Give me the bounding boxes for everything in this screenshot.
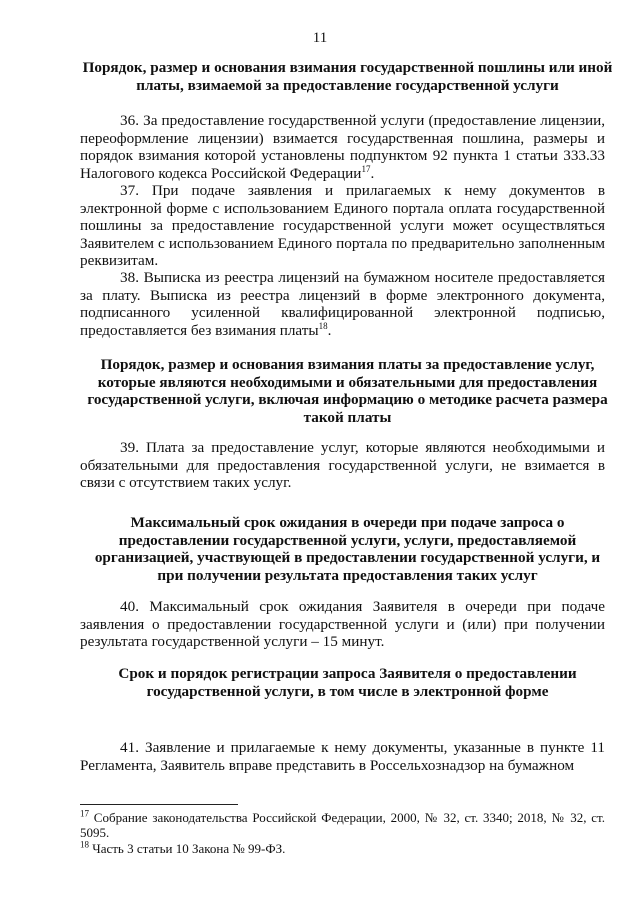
paragraph-38: [80, 269, 605, 339]
footnote-18-marker: 18: [80, 839, 89, 850]
paragraph-37: 37. При подаче заявления и прилагаемых к нему документов в электронной форме с использованием Единого портала оплата государственной пошлины за предоставление государственной услуги может осуществляться Заявителем с использованием Единого портала по предварительно заполненным реквизитам.: [80, 182, 605, 269]
paragraph-38-end: .: [327, 321, 332, 339]
heading-state-duty: Порядок, размер и основания взимания государственной пошлины или иной платы, взимаемой за предоставление государственной услуги: [82, 59, 613, 94]
footnote-18-text: Часть 3 статьи 10 Закона № 99-ФЗ.: [92, 841, 286, 856]
footnote-18: [80, 841, 605, 856]
paragraph-41: 41. Заявление и прилагаемые к нему документы, указанные в пункте 11 Регламента, Заявитель вправе представить в Россельхознадзор на бумажном: [80, 739, 605, 774]
footnote-ref-18: 18: [318, 320, 328, 331]
paragraph-36-end: .: [370, 164, 375, 182]
page-number: 11: [312, 30, 328, 46]
footnote-ref-17: 17: [361, 163, 371, 174]
footnote-17-marker: 17: [80, 808, 89, 819]
footnote-17-text: Собрание законодательства Российской Федерации, 2000, № 32, ст. 3340; 2018, № 32, ст. 5095.: [80, 810, 605, 840]
paragraph-39: 39. Плата за предоставление услуг, которые являются необходимыми и обязательными для предоставления государственной услуги, не взимается в связи с отсутствием таких услуг.: [80, 439, 605, 491]
heading-fee-services: Порядок, размер и основания взимания платы за предоставление услуг, которые являются необходимыми и обязательными для предоставления государственной услуги, включая информацию о методике расчета размера такой платы: [87, 356, 608, 426]
footnote-17: [80, 810, 605, 840]
paragraph-38-text: 38. Выписка из реестра лицензий на бумажном носителе предоставляется за плату. Выписка из реестра лицензий в форме электронного документа, подписанного усиленной квалифицированной электронной подписью, предоставляется без взимания платы: [80, 269, 605, 339]
footnote-divider: [80, 804, 238, 805]
paragraph-36: [80, 112, 605, 182]
heading-registration: Срок и порядок регистрации запроса Заявителя о предоставлении государственной услуги, в том числе в электронной форме: [118, 665, 577, 700]
heading-waiting-time: Максимальный срок ожидания в очереди при подаче запроса о предоставлении государственной услуги, услуги, предоставляемой организацией, участвующей в предоставлении государственной услуги, и при получении результата предоставления таких услуг: [94, 514, 601, 584]
paragraph-36-text: 36. За предоставление государственной услуги (предоставление лицензии, переоформление лицензии) взимается государственная пошлина, размеры и порядок взимания которой установлены подпунктом 92 пункта 1 статьи 333.33 Налогового кодекса Российской Федерации: [80, 112, 605, 182]
paragraph-40: 40. Максимальный срок ожидания Заявителя в очереди при подаче заявления о предоставлении государственной услуги и (или) при получении результата государственной услуги – 15 минут.: [80, 598, 605, 650]
